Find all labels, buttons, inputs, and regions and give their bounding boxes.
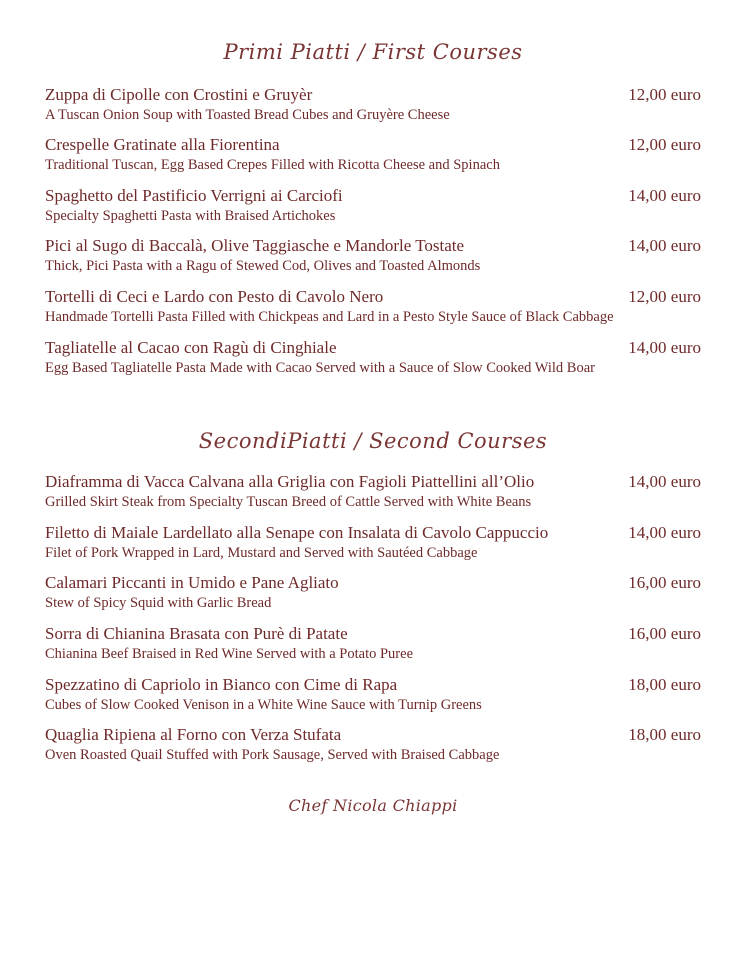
menu-item <box>45 472 705 514</box>
dish-name: Zuppa di Cipolle con Crostini e Gruyèr <box>45 85 313 104</box>
dish-price: 18,00 euro <box>628 725 701 744</box>
menu-item <box>45 725 705 767</box>
dish-price: 14,00 euro <box>628 472 701 491</box>
dish-description: Egg Based Tagliatelle Pasta Made with Cacao Served with a Sauce of Slow Cooked Wild Boar <box>45 360 595 376</box>
dish-description: Filet of Pork Wrapped in Lard, Mustard and Served with Sautéed Cabbage <box>45 545 478 561</box>
dish-name: Tortelli di Ceci e Lardo con Pesto di Cavolo Nero <box>45 287 384 306</box>
dish-price: 18,00 euro <box>628 675 701 694</box>
menu-item <box>45 675 705 717</box>
dish-price: 16,00 euro <box>628 573 701 592</box>
dish-name: Tagliatelle al Cacao con Ragù di Cinghiale <box>45 338 337 357</box>
menu-item <box>45 338 705 380</box>
dish-name: Sorra di Chianina Brasata con Purè di Patate <box>45 624 348 643</box>
dish-price: 12,00 euro <box>628 135 701 154</box>
dish-description: Stew of Spicy Squid with Garlic Bread <box>45 595 272 611</box>
dish-name: Crespelle Gratinate alla Fiorentina <box>45 135 280 154</box>
menu-item <box>45 85 705 127</box>
menu-item <box>45 236 705 278</box>
menu-item <box>45 573 705 615</box>
dish-price: 14,00 euro <box>628 523 701 542</box>
dish-description: Handmade Tortelli Pasta Filled with Chickpeas and Lard in a Pesto Style Sauce of Black Cabbage <box>45 309 614 325</box>
menu-item <box>45 135 705 177</box>
dish-name: Calamari Piccanti in Umido e Pane Agliato <box>45 573 339 592</box>
dish-name: Spaghetto del Pastificio Verrigni ai Carciofi <box>45 186 343 205</box>
primi-section-title: Primi Piatti / First Courses <box>223 40 523 64</box>
dish-name: Filetto di Maiale Lardellato alla Senape con Insalata di Cavolo Cappuccio <box>45 523 549 542</box>
dish-description: Traditional Tuscan, Egg Based Crepes Filled with Ricotta Cheese and Spinach <box>45 157 500 173</box>
dish-description: Specialty Spaghetti Pasta with Braised Artichokes <box>45 208 336 224</box>
dish-price: 14,00 euro <box>628 338 701 357</box>
dish-price: 12,00 euro <box>628 85 701 104</box>
dish-name: Spezzatino di Capriolo in Bianco con Cime di Rapa <box>45 675 398 694</box>
dish-price: 16,00 euro <box>628 624 701 643</box>
menu-item <box>45 624 705 666</box>
dish-price: 14,00 euro <box>628 186 701 205</box>
dish-description: Chianina Beef Braised in Red Wine Served with a Potato Puree <box>45 646 414 662</box>
secondi-section-title: SecondiPiatti / Second Courses <box>198 429 548 453</box>
menu-item <box>45 186 705 228</box>
dish-name: Quaglia Ripiena al Forno con Verza Stufata <box>45 725 342 744</box>
dish-description: Oven Roasted Quail Stuffed with Pork Sausage, Served with Braised Cabbage <box>45 747 500 763</box>
menu-item <box>45 523 705 565</box>
dish-description: Grilled Skirt Steak from Specialty Tuscan Breed of Cattle Served with White Beans <box>45 494 532 510</box>
dish-price: 14,00 euro <box>628 236 701 255</box>
chef-signature: Chef Nicola Chiappi <box>288 796 458 815</box>
dish-description: Thick, Pici Pasta with a Ragu of Stewed Cod, Olives and Toasted Almonds <box>45 258 481 274</box>
dish-price: 12,00 euro <box>628 287 701 306</box>
dish-name: Diaframma di Vacca Calvana alla Griglia con Fagioli Piattellini all’Olio <box>45 472 535 491</box>
dish-description: A Tuscan Onion Soup with Toasted Bread Cubes and Gruyère Cheese <box>45 107 450 123</box>
dish-description: Cubes of Slow Cooked Venison in a White Wine Sauce with Turnip Greens <box>45 697 482 713</box>
menu-item <box>45 287 705 329</box>
dish-name: Pici al Sugo di Baccalà, Olive Taggiasche e Mandorle Tostate <box>45 236 465 255</box>
